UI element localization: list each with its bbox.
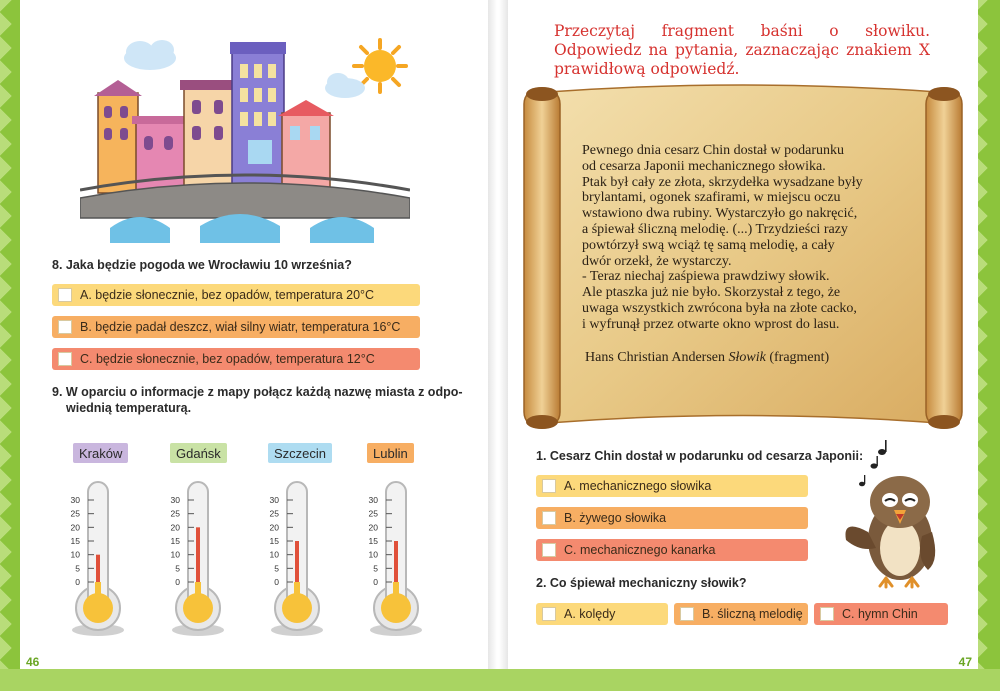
- poem-line: brylantami, ogonek szafirami, w miejscu oczu: [582, 190, 841, 206]
- q1-answer-c[interactable]: [536, 539, 808, 561]
- scale-tick-label: 0: [75, 577, 80, 587]
- poem-line: uwaga wszystkich zwrócona była na złote cacko,: [582, 300, 857, 316]
- thermometer-szczecin[interactable]: [267, 478, 327, 640]
- scale-tick-label: 30: [269, 495, 279, 505]
- q1-answer-a[interactable]: [536, 475, 808, 497]
- question-1-title: 1. Cesarz Chin dostał w podarunku od cesarza Japonii:: [536, 449, 864, 463]
- answer-label: B. będzie padał deszcz, wiał silny wiatr, temperatura 16°C: [80, 320, 401, 334]
- music-note-icon: [859, 440, 887, 486]
- scale-tick-label: 10: [269, 549, 279, 560]
- thermometer-lublin[interactable]: [366, 478, 426, 640]
- scale-tick-label: 10: [368, 549, 378, 560]
- scale-tick-label: 0: [175, 577, 180, 587]
- question-2-title: 2. Co śpiewał mechaniczny słowik?: [536, 576, 747, 590]
- scale-tick-label: 25: [269, 508, 279, 519]
- book-spine: [488, 0, 508, 669]
- poem-line: Pewnego dnia cesarz Chin dostał w podarunku: [582, 143, 845, 158]
- answer-label: A. mechanicznego słowika: [564, 479, 712, 493]
- answer-label: B. żywego słowika: [564, 511, 667, 525]
- checkbox[interactable]: [58, 352, 72, 366]
- city-label-krakow[interactable]: Kraków: [73, 443, 128, 463]
- q8-answer-c[interactable]: [52, 348, 420, 370]
- q2-answer-b[interactable]: [674, 603, 808, 625]
- q8-answer-a[interactable]: [52, 284, 420, 306]
- poem-line: a śpiewał śliczną melodię. (...) Trzydzieści razy: [582, 221, 848, 237]
- scale-tick-label: 5: [75, 563, 80, 574]
- thermometer-gdansk[interactable]: [168, 478, 228, 640]
- city-label-szczecin[interactable]: Szczecin: [268, 443, 332, 463]
- thermometer-column-base: [195, 582, 201, 608]
- scale-tick-label: 15: [269, 536, 279, 546]
- checkbox[interactable]: [58, 288, 72, 302]
- credit-title: Słowik: [728, 350, 766, 365]
- singing-bird-illustration: [836, 440, 942, 590]
- checkbox[interactable]: [58, 320, 72, 334]
- city-label-gdansk[interactable]: Gdańsk: [170, 443, 227, 463]
- city-illustration: [80, 28, 410, 243]
- answer-label: C. hymn Chin: [842, 607, 918, 621]
- scale-tick-label: 5: [274, 563, 279, 574]
- poem-line: od cesarza Japonii mechanicznego słowika.: [582, 158, 826, 174]
- question-9-title-line1: 9. W oparciu o informacje z mapy połącz każdą nazwę miasta z odpo-: [52, 385, 463, 399]
- page-number-left: 46: [26, 655, 40, 669]
- scale-tick-label: 25: [368, 508, 378, 519]
- bottom-strip: [0, 669, 1000, 691]
- poem-text: [582, 143, 912, 333]
- scale-tick-label: 15: [368, 536, 378, 546]
- scale-tick-label: 15: [70, 536, 80, 546]
- thermometer-column-base: [95, 582, 101, 608]
- thermometer-column-base: [393, 582, 399, 608]
- scale-tick-label: 5: [175, 563, 180, 574]
- thermometer-krakow[interactable]: [68, 478, 128, 640]
- scale-tick-label: 30: [70, 495, 80, 505]
- scale-tick-label: 30: [368, 495, 378, 505]
- poem-line: Ptak był cały ze złota, skrzydełka wysadzane były: [582, 174, 863, 190]
- answer-label: B. śliczną melodię: [702, 607, 803, 621]
- scale-tick-label: 20: [170, 522, 180, 533]
- question-8-title: 8. Jaka będzie pogoda we Wrocławiu 10 września?: [52, 258, 352, 272]
- scale-tick-label: 10: [70, 549, 80, 560]
- scale-tick-label: 20: [269, 522, 279, 533]
- right-border-pattern: [976, 0, 1000, 691]
- scale-tick-label: 20: [368, 522, 378, 533]
- checkbox[interactable]: [542, 479, 556, 493]
- answer-label: A. będzie słonecznie, bez opadów, temperatura 20°C: [80, 288, 375, 302]
- q2-answer-a[interactable]: [536, 603, 668, 625]
- scale-tick-label: 30: [170, 495, 180, 505]
- city-label-lublin[interactable]: Lublin: [367, 443, 414, 463]
- scale-tick-label: 5: [373, 563, 378, 574]
- instruction-text: Przeczytaj fragment baśni o słowiku. Odpowiedz na pytania, zaznaczając znakiem X prawidłową odpowiedź.: [554, 22, 930, 78]
- checkbox[interactable]: [542, 607, 556, 621]
- q1-answer-b[interactable]: [536, 507, 808, 529]
- answer-label: C. będzie słonecznie, bez opadów, temperatura 12°C: [80, 352, 375, 366]
- poem-line: - Teraz niechaj zaśpiewa prawdziwy słowik.: [582, 269, 830, 285]
- q8-answer-b[interactable]: [52, 316, 420, 338]
- poem-line: i wyfrunął przez otwarte okno wprost do lasu.: [582, 316, 840, 332]
- poem-line: Ale ptaszka już nie było. Skorzystał z tego, że: [582, 285, 841, 301]
- scale-tick-label: 25: [70, 508, 80, 519]
- scale-tick-label: 0: [274, 577, 279, 587]
- scale-tick-label: 15: [170, 536, 180, 546]
- q2-answer-c[interactable]: [814, 603, 948, 625]
- scale-tick-label: 10: [170, 549, 180, 560]
- checkbox[interactable]: [542, 543, 556, 557]
- credit-author: Hans Christian Andersen: [585, 350, 725, 365]
- poem-line: wstawiono dwa rubiny. Wystarczyło go nakręcić,: [582, 206, 858, 222]
- checkbox[interactable]: [680, 607, 694, 621]
- checkbox[interactable]: [542, 511, 556, 525]
- credit-note: (fragment): [769, 350, 830, 365]
- checkbox[interactable]: [820, 607, 834, 621]
- thermometer-column-base: [294, 582, 300, 608]
- question-9-title-line2: wiednią temperaturą.: [66, 401, 192, 415]
- poem-line: dwór orzekł, że wystarczy.: [582, 253, 732, 269]
- scale-tick-label: 25: [170, 508, 180, 519]
- answer-label: C. mechanicznego kanarka: [564, 543, 716, 557]
- scale-tick-label: 0: [373, 577, 378, 587]
- poem-line: powtórzył swą wciąż tę samą melodię, a cały: [582, 237, 835, 253]
- answer-label: A. kolędy: [564, 607, 616, 621]
- scale-tick-label: 20: [70, 522, 80, 533]
- poem-credit: [585, 350, 829, 366]
- page-number-right: 47: [958, 655, 972, 669]
